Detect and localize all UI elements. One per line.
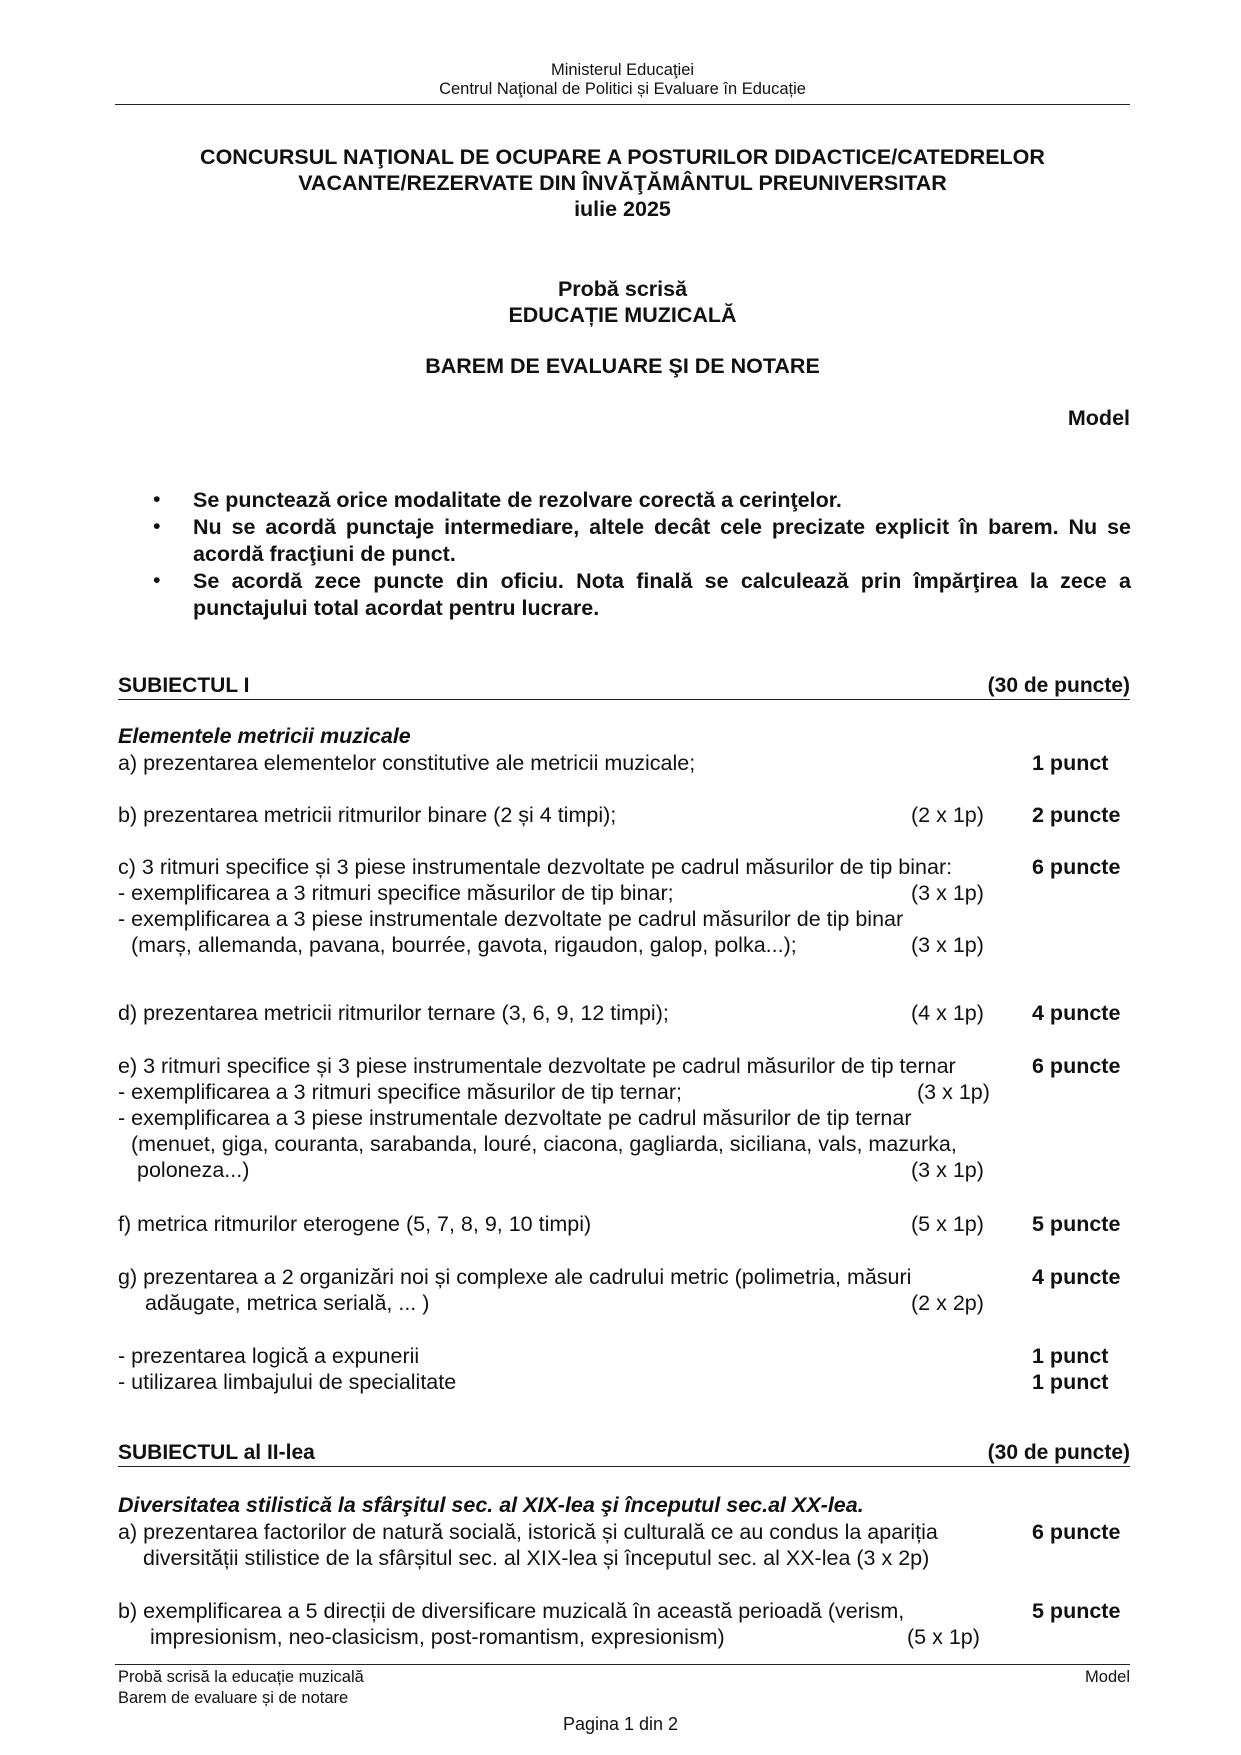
- subject2-title: SUBIECTUL al II-lea: [118, 1441, 315, 1464]
- footer-divider: [115, 1664, 1130, 1665]
- subject2-topic: Diversitatea stilistică la sfârşitul sec. al XIX-lea şi începutul sec.al XX-lea.: [118, 1493, 864, 1517]
- bullet-icon: •: [153, 514, 161, 538]
- instruction-2: Nu se acordă punctaje intermediare, altele decât cele precizate explicit în barem. Nu se acordă fracţiuni de punct.: [193, 515, 1131, 566]
- s2-item-b-text: b) exemplificarea a 5 direcții de diversificare muzicală în această perioadă (verism,: [118, 1599, 905, 1623]
- barem-title: BAREM DE EVALUARE ŞI DE NOTARE: [425, 354, 820, 378]
- item-g-points: 4 puncte: [1032, 1265, 1121, 1289]
- title-date: iulie 2025: [574, 197, 671, 221]
- item-b-mult: (2 x 1p): [911, 803, 984, 827]
- subject2-heading: [118, 1440, 1130, 1467]
- item-e-points: 6 puncte: [1032, 1054, 1121, 1078]
- s2-item-b-points: 5 puncte: [1032, 1599, 1121, 1623]
- s2-item-b-mult: (5 x 1p): [907, 1625, 980, 1649]
- item-d-mult: (4 x 1p): [911, 1001, 984, 1025]
- item-e-mult4: (3 x 1p): [911, 1158, 984, 1182]
- header-ministry: Ministerul Educaţiei: [550, 61, 695, 79]
- item-d-text: d) prezentarea metricii ritmurilor ternare (3, 6, 9, 12 timpi);: [118, 1001, 669, 1025]
- subject1-title: SUBIECTUL I: [118, 674, 250, 697]
- footer-exam: Probă scrisă la educație muzicală: [118, 1668, 364, 1686]
- item-c-mult1: (3 x 1p): [911, 881, 984, 905]
- item-e-line4: poloneza...): [137, 1158, 250, 1182]
- instruction-3: Se acordă zece puncte din oficiu. Nota finală se calculează prin împărţirea la zece a punctajului total acordat pentru lucrare.: [193, 569, 1131, 620]
- item-a-points: 1 punct: [1032, 751, 1109, 775]
- item-b-text: b) prezentarea metricii ritmurilor binare (2 și 4 timpi);: [118, 803, 617, 827]
- footer-barem: Barem de evaluare și de notare: [118, 1689, 349, 1707]
- extra-language-text: - utilizarea limbajului de specialitate: [118, 1370, 457, 1394]
- exam-type: Probă scrisă: [557, 277, 688, 301]
- extra-logic-text: - prezentarea logică a expunerii: [118, 1344, 420, 1368]
- subject1-heading: [118, 673, 1130, 700]
- footer-model: Model: [1085, 1668, 1130, 1686]
- item-g-mult: (2 x 2p): [911, 1291, 984, 1315]
- item-c-line1: - exemplificarea a 3 ritmuri specifice măsurilor de tip binar;: [118, 881, 674, 905]
- title-line1: CONCURSUL NAŢIONAL DE OCUPARE A POSTURILOR DIDACTICE/CATEDRELOR: [200, 145, 1045, 169]
- item-e-mult1: (3 x 1p): [917, 1080, 990, 1104]
- extra-logic-points: 1 punct: [1032, 1344, 1109, 1368]
- subject1-points: (30 de puncte): [987, 674, 1130, 697]
- item-c-mult3: (3 x 1p): [911, 933, 984, 957]
- s2-item-a-text: a) prezentarea factorilor de natură socială, istorică și culturală ce au condus la apariția: [118, 1520, 938, 1544]
- item-f-points: 5 puncte: [1032, 1212, 1121, 1236]
- item-f-mult: (5 x 1p): [911, 1212, 984, 1236]
- title-line2: VACANTE/REZERVATE DIN ÎNVĂŢĂMÂNTUL PREUNIVERSITAR: [298, 171, 947, 195]
- instruction-1: Se punctează orice modalitate de rezolvare corectă a cerinţelor.: [193, 488, 842, 512]
- item-b-points: 2 puncte: [1032, 803, 1121, 827]
- bullet-icon: •: [153, 487, 161, 511]
- subject1-topic: Elementele metricii muzicale: [118, 724, 411, 748]
- item-f-text: f) metrica ritmurilor eterogene (5, 7, 8, 9, 10 timpi): [118, 1212, 592, 1236]
- s2-item-a-points: 6 puncte: [1032, 1520, 1121, 1544]
- item-g-text2: adăugate, metrica serială, ... ): [145, 1291, 430, 1315]
- item-e-line1: - exemplificarea a 3 ritmuri specifice măsurilor de tip ternar;: [118, 1080, 682, 1104]
- item-g-text: g) prezentarea a 2 organizări noi și complexe ale cadrului metric (polimetria, măsuri: [118, 1265, 912, 1289]
- extra-language-points: 1 punct: [1032, 1370, 1109, 1394]
- s2-item-a-text2: diversității stilistice de la sfârșitul sec. al XIX-lea și începutul sec. al XX-lea (3 x 2p): [143, 1546, 930, 1570]
- item-a-text: a) prezentarea elementelor constitutive ale metricii muzicale;: [118, 751, 696, 775]
- bullet-icon: •: [153, 568, 161, 592]
- model-label: Model: [1067, 406, 1130, 430]
- subject2-points: (30 de puncte): [987, 1441, 1130, 1464]
- item-c-line2: - exemplificarea a 3 piese instrumentale dezvoltate pe cadrul măsurilor de tip binar: [118, 907, 904, 931]
- item-e-text: e) 3 ritmuri specifice și 3 piese instrumentale dezvoltate pe cadrul măsurilor de tip ternar: [118, 1054, 956, 1078]
- page-number: Pagina 1 din 2: [562, 1714, 679, 1734]
- header-center: Centrul Naţional de Politici și Evaluare în Educație: [439, 80, 806, 98]
- item-c-text: c) 3 ritmuri specifice și 3 piese instrumentale dezvoltate pe cadrul măsurilor de tip binar:: [118, 855, 953, 879]
- header-divider: [115, 104, 1130, 105]
- exam-subject: EDUCAȚIE MUZICALĂ: [508, 303, 737, 327]
- item-c-line3: (marș, allemanda, pavana, bourrée, gavota, rigaudon, galop, polka...);: [131, 933, 797, 957]
- item-e-line3: (menuet, giga, couranta, sarabanda, louré, ciacona, gagliarda, siciliana, vals, mazurka,: [131, 1132, 957, 1156]
- item-d-points: 4 puncte: [1032, 1001, 1121, 1025]
- item-c-points: 6 puncte: [1032, 855, 1121, 879]
- item-e-line2: - exemplificarea a 3 piese instrumentale dezvoltate pe cadrul măsurilor de tip ternar: [118, 1106, 912, 1130]
- s2-item-b-text2: impresionism, neo-clasicism, post-romantism, expresionism): [150, 1625, 725, 1649]
